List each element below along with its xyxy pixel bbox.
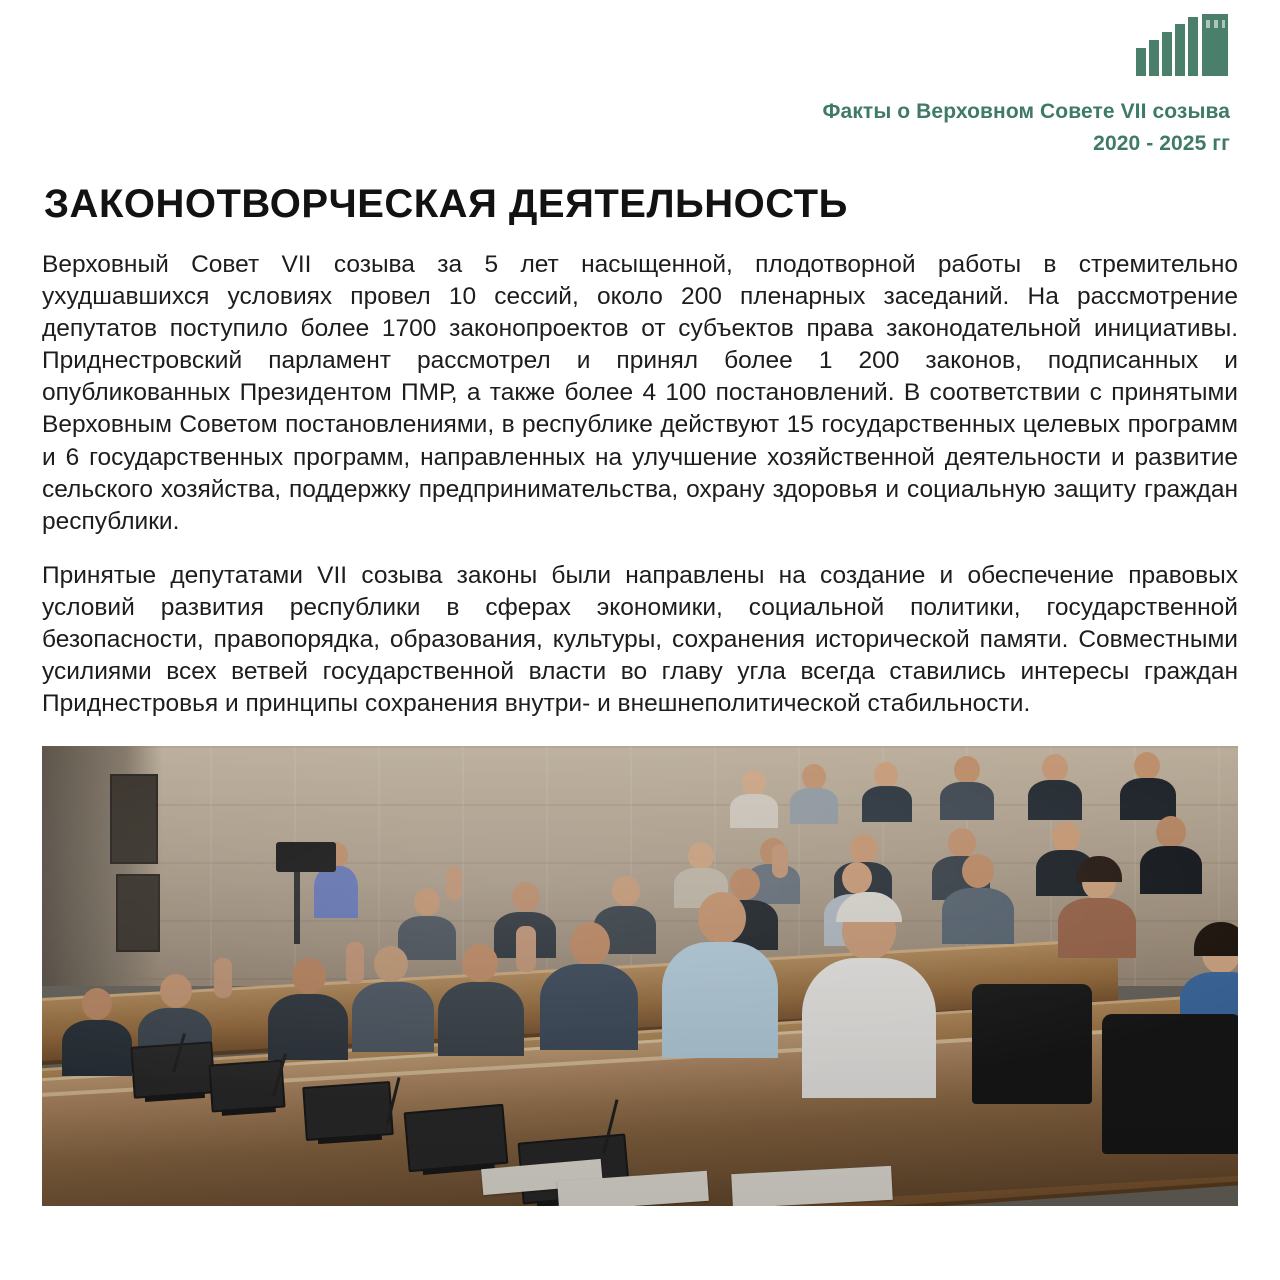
facts-heading	[823, 96, 1230, 159]
page-title: ЗАКОНОТВОРЧЕСКАЯ ДЕЯТЕЛЬНОСТЬ	[44, 182, 848, 226]
body-paragraph-1: Верховный Совет VII созыва за 5 лет насыщенной, плодотворной работы в стремительно ухудшавшихся условиях провел 10 сессий, около 200 пленарных заседаний. На рассмотрение депутатов поступило более 1700 законопроектов от субъектов права законодательной инициативы. Приднестровский парламент рассмотрел и принял более 1 200 законов, подписанных и опубликованных Президентом ПМР, а также более 4 100 постановлений. В соответствии с принятыми Верховным Советом постановлениями, в республике действуют 15 государственных целевых программ и 6 государственных программ, направленных на улучшение хозяйственной деятельности и развитие сельского хозяйства, поддержку предпринимательства, охрану здоровья и социальную защиту граждан республики.	[42, 251, 1238, 535]
document-header	[42, 0, 1238, 182]
photo-illustration	[42, 746, 1238, 1206]
desk-monitor	[404, 1104, 509, 1172]
body-paragraph-2: Принятые депутатами VII созыва законы были направлены на создание и обеспечение правовых условий развития республики в сферах экономики, социальной политики, государственной безопасности, правопорядка, образования, культуры, сохранения исторической памяти. Совместными усилиями всех ветвей государственной власти во главу угла всегда ставились интересы граждан Приднестровья и принципы сохранения внутри- и внешнеполитической стабильности.	[42, 561, 1238, 718]
building-bars-logo-icon	[1136, 14, 1228, 76]
document-paper	[731, 1166, 893, 1206]
facts-heading-line-1: Факты о Верховном Совете VII созыва	[822, 100, 1230, 123]
plenary-session-photo	[42, 746, 1238, 1206]
desk-monitor	[302, 1081, 394, 1141]
facts-heading-line-2: 2020 - 2025 гг	[1093, 131, 1230, 155]
desk-equipment	[42, 746, 1238, 1206]
